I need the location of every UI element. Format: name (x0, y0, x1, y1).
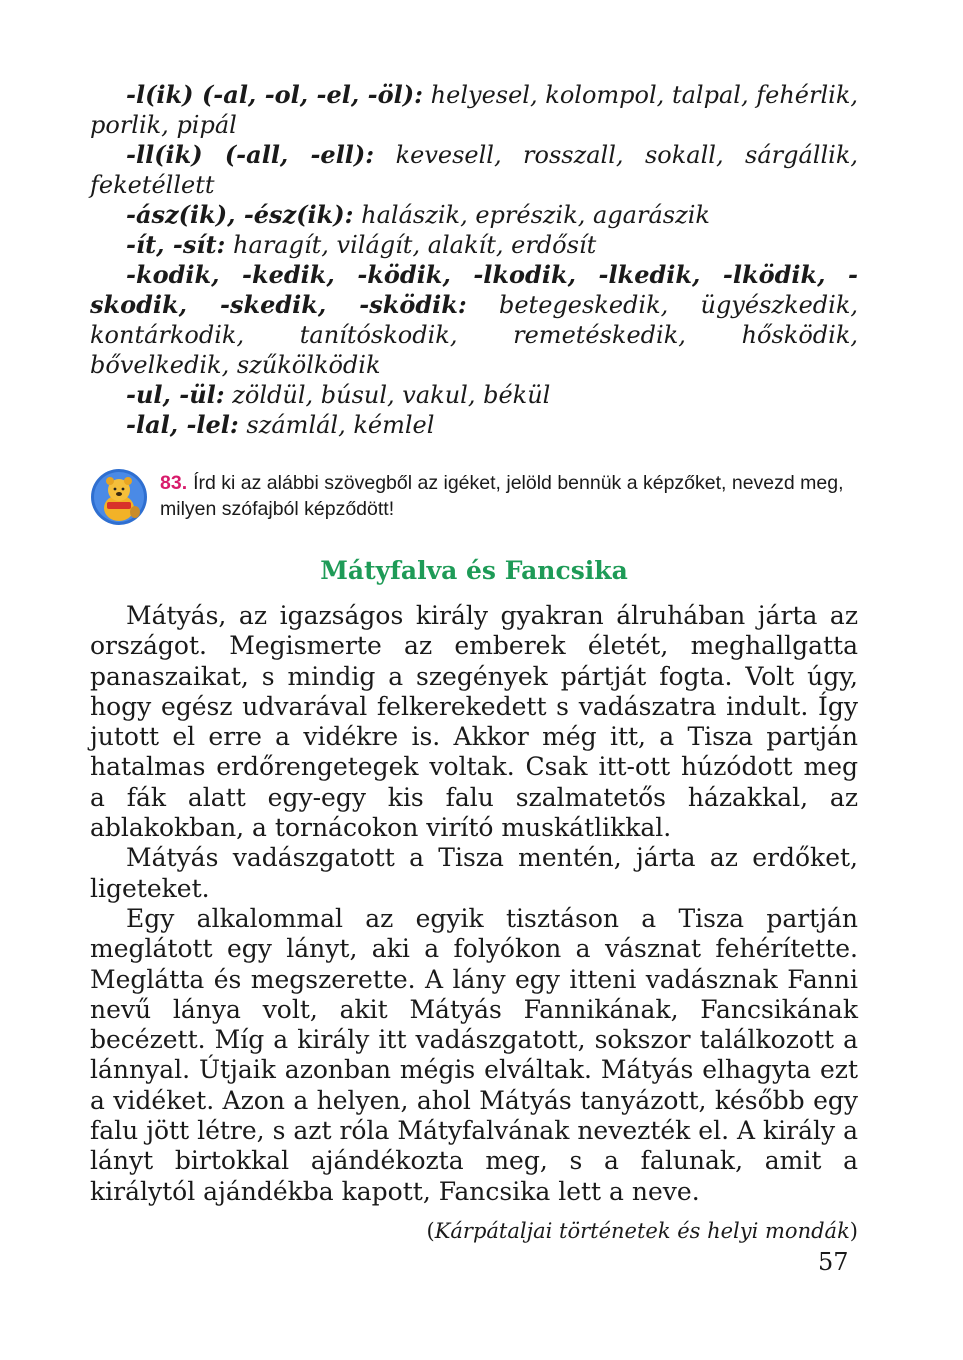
suffix-entry (90, 200, 858, 230)
suffix-entry (90, 380, 858, 410)
suffix-label: -ász(ik), -ész(ik): (126, 200, 354, 229)
suffix-examples: zöldül, búsul, vakul, békül (224, 381, 551, 409)
story-source: (Kárpátaljai történetek és helyi mondák) (426, 1218, 858, 1243)
suffix-entry (90, 230, 858, 260)
suffix-entry (90, 140, 858, 200)
winnie-the-pooh-icon (90, 468, 148, 526)
story-paragraph: Mátyás, az igazságos király gyakran álruhában járta az országot. Megismerte az emberek életét, meghallgatta panaszaikat, s mindig a szegények pártját fogta. Volt úgy, hogy egész udvarával felkerekedett s vadászatra indult. Így jutott el erre a vidékre is. Akkor még itt, a Tisza partján hatalmas erdőrengetegek voltak. Csak itt-ott húzódott meg a fák alatt egy-egy kis falu szalmatetős házakkal, az ablakokban, a tornácokon virító muskátlikkal. (90, 601, 858, 843)
suffix-examples: kevesell, rosszall, sokall, sárgállik, feketéllett (90, 141, 858, 199)
suffix-examples: halászik, eprészik, agarászik (353, 201, 710, 229)
page-number: 57 (818, 1248, 849, 1276)
suffix-list (90, 80, 858, 440)
suffix-entry (90, 410, 858, 440)
story-body (90, 601, 858, 1207)
story-paragraph: Mátyás vadászgatott a Tisza mentén, járta az erdőket, ligeteket. (90, 843, 858, 903)
suffix-label: -l(ik) (-al, -ol, -el, -öl): (126, 80, 423, 109)
suffix-examples: haragít, világít, alakít, erdősít (225, 231, 597, 259)
suffix-label: -kodik, -kedik, -ködik, -lkodik, -lkedik, -lködik, -skodik, -skedik, -sködik: (90, 260, 858, 319)
suffix-examples: betegeskedik, ügyészkedik, kontárkodik, tanítóskodik, remetéskedik, hősködik, bővelkedik, szűkölködik (90, 291, 858, 379)
suffix-label: -ul, -ül: (126, 380, 225, 409)
exercise-instruction (160, 470, 858, 522)
suffix-examples: helyesel, kolompol, talpal, fehérlik, porlik, pipál (90, 81, 858, 139)
suffix-entry (90, 260, 858, 380)
exercise-text: Írd ki az alábbi szövegből az igéket, jelöld bennük a képzőket, nevezd meg, milyen szófajból képződött! (160, 472, 844, 520)
page-content (90, 80, 858, 1243)
suffix-examples: számlál, kémlel (238, 411, 435, 439)
exercise-number: 83. (160, 472, 188, 494)
suffix-label: -ll(ik) (-all, -ell): (126, 140, 375, 169)
source-title: Kárpátaljai történetek és helyi mondák (434, 1218, 850, 1243)
suffix-entry (90, 80, 858, 140)
suffix-label: -lal, -lel: (126, 410, 239, 439)
exercise-box (90, 468, 858, 538)
suffix-label: -ít, -sít: (126, 230, 226, 259)
story-title: Mátyfalva és Fancsika (320, 556, 628, 585)
story-paragraph: Egy alkalommal az egyik tisztáson a Tisza partján meglátott egy lányt, aki a folyókon a vásznat fehérítette. Meglátta és megszerette. A lány egy itteni vadásznak Fanni nevű lánya volt, akit Mátyás Fannikának, Fancsikának becézett. Míg a király itt vadászgatott, sokszor találkozott a lánnyal. Útjaik azonban mégis elváltak. Mátyás elhagyta ezt a vidéket. Azon a helyen, ahol Mátyás tanyázott, később egy falu jött létre, s azt róla Mátyfalvának nevezték el. A király a lányt birtokkal ajándékozta meg, s a falunak, amit a királytól ajándékba kapott, Fancsika lett a neve. (90, 903, 858, 1206)
